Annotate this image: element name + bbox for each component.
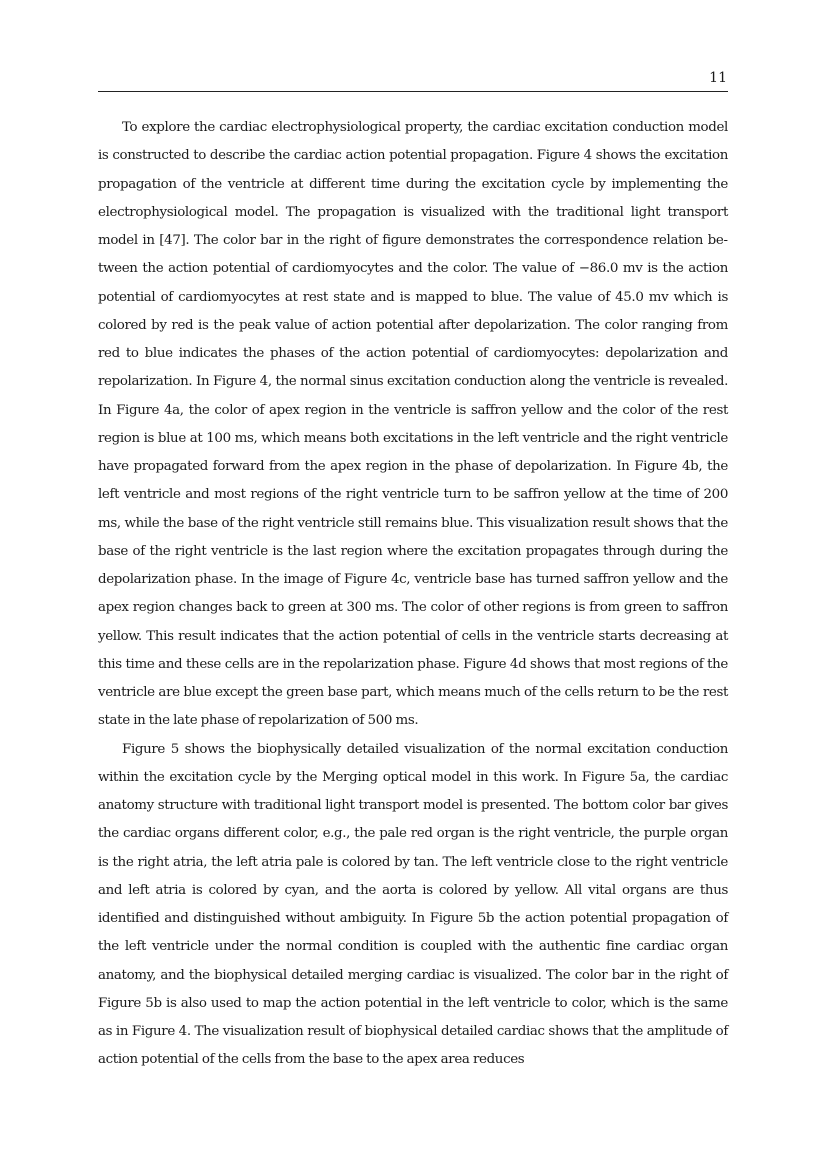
paragraph-biophysical-visualization: Figure 5 shows the biophysically detailed visualization of the normal excitation conduction within the excitation cycle by the Merging optical model in this work. In Figure 5a, the cardiac anatomy structure with traditional light transport model is presented. The bottom color bar gives the cardiac organs different color, e.g., the pale red organ is the right ventricle, the purple organ is the right atria, the left atria pale is colored by tan. The left ventricle close to the right ventricle and left atria is colored by cyan, and the aorta is colored by yellow. All vital organs are thus identified and distinguished without ambiguity. In Figure 5b the action potential propagation of the left ventricle under the normal condition is coupled with the authentic fine cardiac organ anatomy, and the biophysical detailed merging cardiac is visualized. The color bar in the right of Figure 5b is also used to map the action potential in the left ventricle to color, which is the same as in Figure 4. The visualization result of biophysical detailed cardiac shows that the amplitude of action potential of the cells from the base to the apex area reduces: [98, 741, 728, 1068]
page-number: 11: [709, 70, 727, 86]
header-rule: [98, 91, 728, 92]
paragraph-excitation-conduction-model: To explore the cardiac electrophysiological property, the cardiac excitation conduction model is constructed to describe the cardiac action potential propagation. Figure 4 shows the excitation propagation of the ventricle at different time during the excitation cycle by implementing the electrophysiological model. The propagation is visualized with the traditional light transport model in [47]. The color bar in the right of figure demonstrates the correspondence relation between the action potential of cardiomyocytes and the color. The value of −86.0 mv is the action potential of cardiomyocytes at rest state and is mapped to blue. The value of 45.0 mv which is colored by red is the peak value of action potential after depolarization. The color ranging from red to blue indicates the phases of the action potential of cardiomyocytes: depolarization and repolarization. In Figure 4, the normal sinus excitation conduction along the ventricle is revealed. In Figure 4a, the color of apex region in the ventricle is saffron yellow and the color of the rest region is blue at 100 ms, which means both excitations in the left ventricle and the right ventricle have propagated forward from the apex region in the phase of depolarization. In Figure 4b, the left ventricle and most regions of the right ventricle turn to be saffron yellow at the time of 200 ms, while the base of the right ventricle still remains blue. This visualization result shows that the base of the right ventricle is the last region where the excitation propagates through during the depolarization phase. In the image of Figure 4c, ventricle base has turned saffron yellow and the apex region changes back to green at 300 ms. The color of other regions is from green to saffron yellow. This result indicates that the action potential of cells in the ventricle starts decreasing at this time and these cells are in the repolarization phase. Figure 4d shows that most regions of the ventricle are blue except the green base part, which means much of the cells return to be the rest state in the late phase of repolarization of 500 ms.: [98, 120, 728, 729]
body-text: [98, 114, 728, 1075]
